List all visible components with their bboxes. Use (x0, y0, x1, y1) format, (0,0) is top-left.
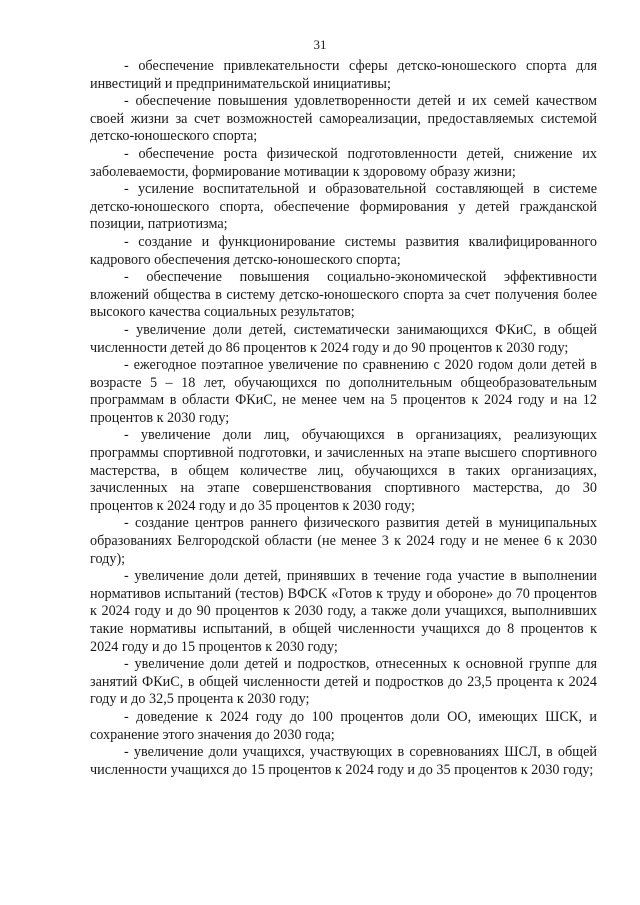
list-item: - ежегодное поэтапное увеличение по сравнению с 2020 годом доли детей в возрасте 5 – 18 лет, обучающихся по дополнительным общеобразовательным программам в области ФКиС, не менее чем на 5 процентов к 2024 году и на 12 процентов к 2030 году; (90, 357, 597, 426)
document-body (90, 58, 597, 779)
list-item: - обеспечение привлекательности сферы детско-юношеского спорта для инвестиций и предпринимательской инициативы; (90, 58, 597, 92)
list-item: - увеличение доли учащихся, участвующих в соревнованиях ШСЛ, в общей численности учащихся до 15 процентов к 2024 году и до 35 процентов к 2030 году; (90, 744, 597, 778)
list-item: - увеличение доли детей и подростков, отнесенных к основной группе для занятий ФКиС, в общей численности детей и подростков до 23,5 процента к 2024 году и до 32,5 процента к 2030 году; (90, 656, 597, 708)
list-item: - обеспечение повышения удовлетворенности детей и их семей качеством своей жизни за счет возможностей самореализации, предоставляемых системой детско-юношеского спорта; (90, 93, 597, 145)
list-item: - создание центров раннего физического развития детей в муниципальных образованиях Белгородской области (не менее 3 к 2024 году и не менее 6 к 2030 году); (90, 515, 597, 567)
list-item: - увеличение доли детей, систематически занимающихся ФКиС, в общей численности детей до 86 процентов к 2024 году и до 90 процентов к 2030 году; (90, 321, 597, 356)
list-item: - увеличение доли детей, принявших в течение года участие в выполнении нормативов испытаний (тестов) ВФСК «Готов к труду и обороне» до 70 процентов к 2024 году и до 90 процентов к 2030 году, а также доли учащихся, выполнивших такие нормативы испытаний, в общей численности учащихся до 8 процентов к 2024 году и до 15 процентов к 2030 году; (90, 568, 597, 655)
list-item: - увеличение доли лиц, обучающихся в организациях, реализующих программы спортивной подготовки, и зачисленных на этапе высшего спортивного мастерства, в общем количестве лиц, обучающихся в таких организациях, зачисленных на этапе совершенствования спортивного мастерства, до 30 процентов к 2024 году и до 35 процентов к 2030 году; (90, 427, 597, 514)
page-number: 31 (313, 37, 327, 52)
list-item: - обеспечение роста физической подготовленности детей, снижение их заболеваемости, формирование мотивации к здоровому образу жизни; (90, 145, 597, 180)
list-item: - усиление воспитательной и образовательной составляющей в системе детско-юношеского спорта, обеспечение формирования у детей гражданской позиции, патриотизма; (90, 181, 597, 233)
list-item: - доведение к 2024 году до 100 процентов доли ОО, имеющих ШСК, и сохранение этого значения до 2030 года; (90, 708, 597, 743)
list-item: - создание и функционирование системы развития квалифицированного кадрового обеспечения детско-юношеского спорта; (90, 233, 597, 268)
list-item: - обеспечение повышения социально-экономической эффективности вложений общества в систему детско-юношеского спорта за счет получения более высокого качества социальных результатов; (90, 269, 597, 321)
